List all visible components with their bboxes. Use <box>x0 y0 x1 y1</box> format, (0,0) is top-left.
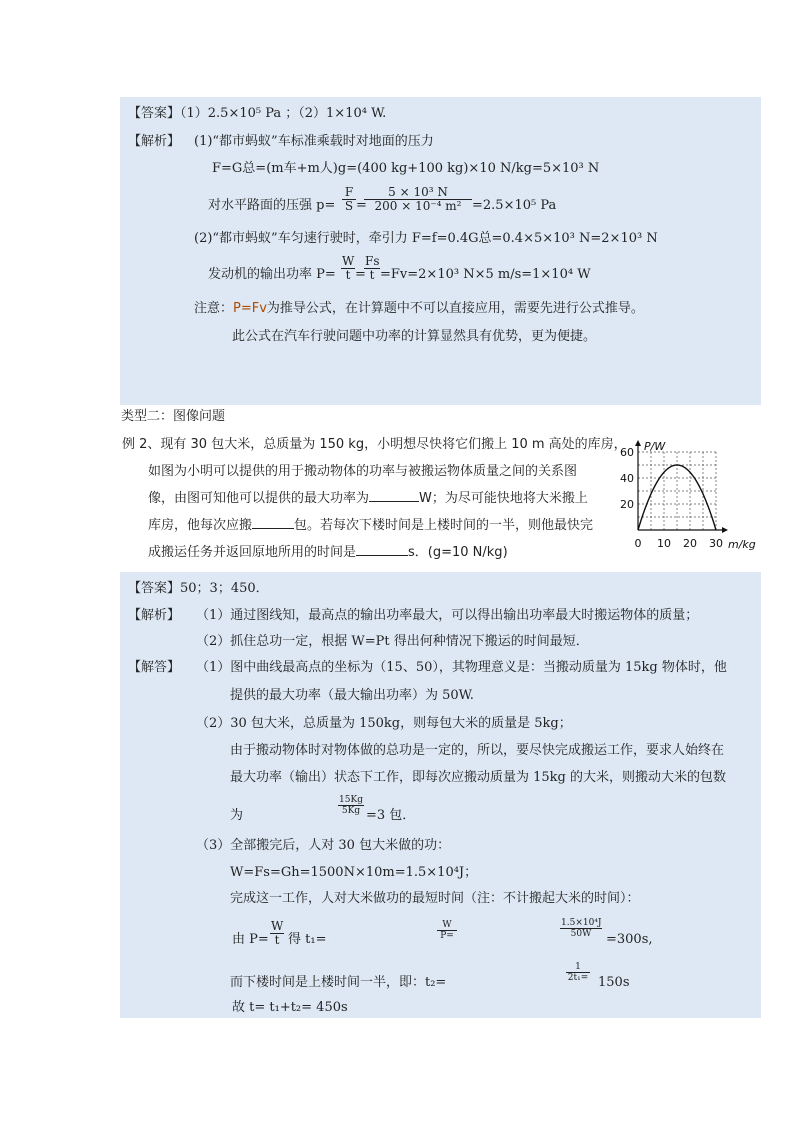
chart-x-axis-label: m/kg <box>728 538 756 551</box>
equals-sign: = <box>356 198 367 213</box>
solution-line-10-label: 由 P= <box>232 932 269 947</box>
fraction-pressure-values: $\frac{\text{5 × 10³ N}}{\text{200 × 10⁻⁴ m²}}$ <box>364 186 472 213</box>
note-line: 注意：P=Fv为推导公式，在计算题中不可以直接应用，需要先进行公式推导。 <box>194 301 644 316</box>
answer-blank-3 <box>356 555 408 556</box>
analysis-label: 【解析】 <box>128 134 181 149</box>
solution-line-8: W=Fs=Gh=1500N×10m=1.5×10⁴J； <box>230 865 478 880</box>
solution-line-1: （1）图中曲线最高点的坐标为（15、50），其物理意义是：当搬动质量为 15kg 物体时，他 <box>196 660 727 675</box>
answer-blank-2 <box>252 528 294 529</box>
solution-line-11-label: 而下楼时间是上楼时间一半，即：t₂= <box>230 975 447 990</box>
note-line-2: 此公式在汽车行驶问题中功率的计算显然具有优势，更为便捷。 <box>232 329 597 344</box>
fraction-bag-count: $\frac{15Kg}{5Kg}$ <box>339 795 363 816</box>
solution-line-10-mid: 得 t₁= <box>288 932 327 947</box>
example-line-5: 成搬运任务并返回原地所用的时间是 s．(g=10 N/kg) <box>148 545 508 560</box>
fraction-f-over-s: $\frac{F}{S}$ <box>342 186 356 213</box>
chart-y-tick-label: 40 <box>620 472 634 485</box>
answer-line: 【答案】（1）2.5×10⁵ Pa ；（2）1×10⁴ W. <box>128 106 387 121</box>
solution-line-12: 故 t= t₁+t₂= 450s <box>232 1000 348 1015</box>
chart-y-axis-label: P/W <box>644 440 666 453</box>
chart-x-axis-arrow <box>722 527 728 533</box>
analysis2-label: 【解析】 <box>128 608 181 623</box>
analysis2-line-1: （1）通过图线知，最高点的输出功率最大，可以得出输出功率最大时搬运物体的质量； <box>196 608 699 623</box>
answer2-line: 【答案】50；3；450． <box>128 581 269 596</box>
solution-line-11-result: 150s <box>598 975 630 990</box>
example-line-4: 库房，他每次应搬 包。若每次下楼时间是上楼时间的一半，则他最快完 <box>148 518 594 533</box>
solution-line-9: 完成这一工作，人对大米做功的最短时间（注：不计搬起大米的时间）： <box>230 891 640 906</box>
solution-line-7: （3）全部搬完后，人对 30 包大米做的功： <box>196 838 451 853</box>
chart-x-tick-label: 20 <box>683 537 697 550</box>
solution-line-5: 最大功率（输出）状态下工作，即每次应搬动质量为 15kg 的大米，则搬动大米的包数 <box>230 770 727 785</box>
solution-line-10-result: =300s, <box>606 932 653 947</box>
analysis2-line-2: （2）抓住总功一定，根据 W=Pt 得出何种情况下搬运的时间最短． <box>196 634 589 649</box>
equals-sign: = <box>355 267 366 282</box>
fraction-w-over-t-2: $\frac{W}{t}$ <box>271 919 284 947</box>
power-result: =Fv=2×10³ N×5 m/s=1×10⁴ W <box>380 267 591 282</box>
solution-line-6-result: =3 包． <box>366 808 416 823</box>
analysis-line-1: (1)“都市蚂蚁”车标准乘载时对地面的压力 <box>194 134 434 149</box>
solution-line-6-label: 为 <box>230 808 244 823</box>
power-label: 发动机的输出功率 P= <box>208 267 336 282</box>
section-title: 类型二：图像问题 <box>121 409 226 424</box>
note-formula: P=Fv <box>233 301 267 316</box>
fraction-w-over-p: $\frac{W}{P=}$ <box>437 920 457 941</box>
pressure-label: 对水平路面的压强 p= <box>208 198 336 213</box>
pressure-result: =2.5×10⁵ Pa <box>472 198 557 213</box>
example-line-3: 像，由图可知他可以提供的最大功率为 W；为尽可能快地将大米搬上 <box>148 491 588 506</box>
chart-y-axis-arrow <box>635 440 641 446</box>
power-mass-chart <box>618 436 768 556</box>
answer-blank-1 <box>369 501 419 502</box>
fraction-half-t1: $\frac{1}{\text{2t₁=}}$ <box>567 962 589 983</box>
fraction-fs-over-t: $\frac{Fs}{t}$ <box>365 254 380 282</box>
chart-x-tick-label: 0 <box>634 537 642 550</box>
fraction-w-over-t: $\frac{W}{t}$ <box>342 254 355 282</box>
fraction-work-over-power: $\frac{\text{1.5×10⁴J}}{50W}$ <box>561 918 602 939</box>
example-line-2: 如图为小明可以提供的用于搬动物体的功率与被搬运物体质量之间的关系图 <box>148 464 578 479</box>
solution-line-4: 由于搬动物体时对物体做的总功是一定的，所以，要尽快完成搬运工作，要求人始终在 <box>230 743 725 758</box>
analysis-line-2: F=G总=(m车+m人)g=(400 kg+100 kg)×10 N/kg=5×10³ N <box>212 161 600 176</box>
chart-x-tick-label: 10 <box>657 537 671 550</box>
analysis-line-4: (2)“都市蚂蚁”车匀速行驶时，牵引力 F=f=0.4G总=0.4×5×10³ N=2×10³ N <box>194 231 658 246</box>
solution-line-3: （2）30 包大米，总质量为 150kg，则每包大米的质量是 5kg； <box>196 716 572 731</box>
solution-label: 【解答】 <box>128 660 181 675</box>
chart-y-tick-label: 20 <box>620 498 634 511</box>
chart-x-tick-label: 30 <box>709 537 723 550</box>
solution-line-2: 提供的最大功率（最大输出功率）为 50W. <box>230 688 474 703</box>
chart-y-tick-label: 60 <box>620 446 634 459</box>
example-line-1: 例 2、现有 30 包大米，总质量为 150 kg，小明想尽快将它们搬上 10 m 高处的库房， <box>122 437 627 452</box>
